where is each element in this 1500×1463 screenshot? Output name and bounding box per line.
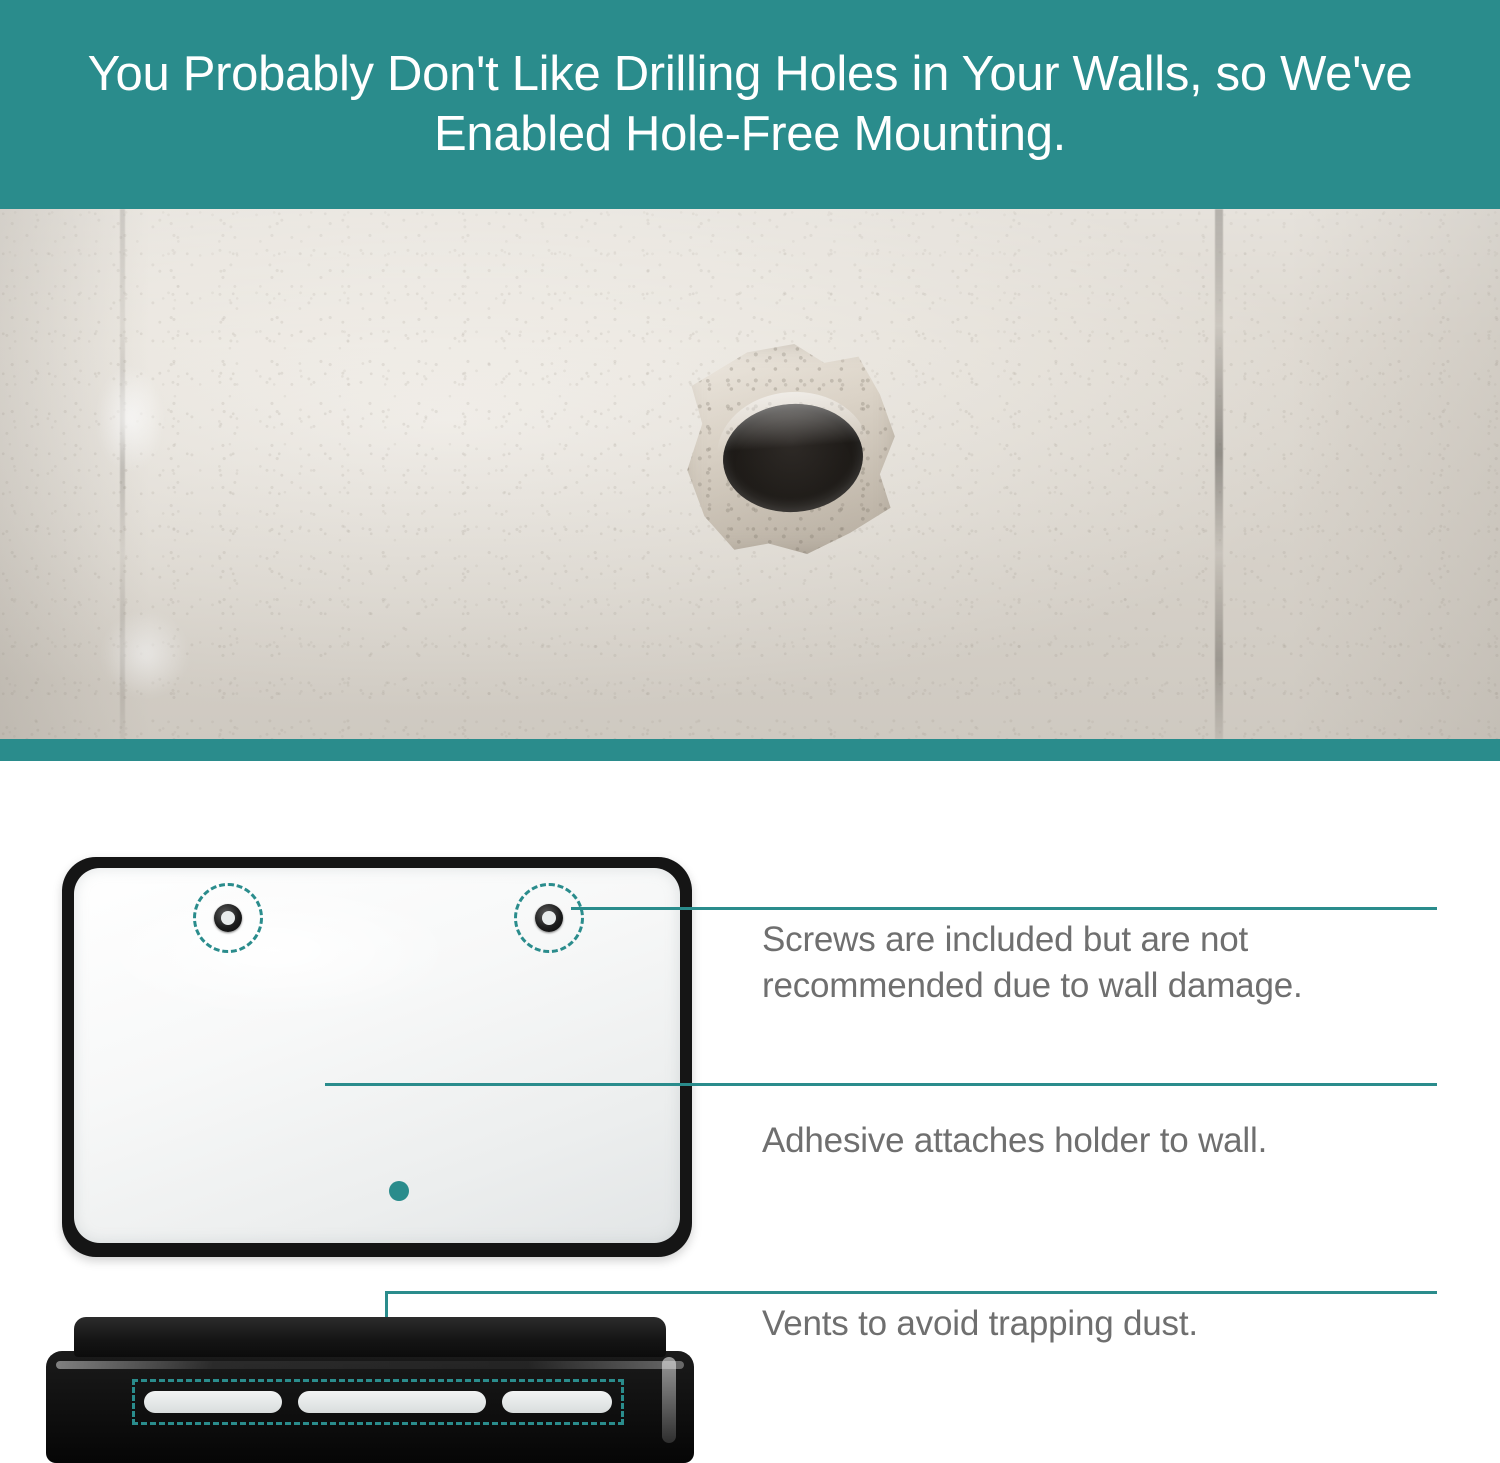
- holder-gloss: [92, 883, 456, 1018]
- callout-vents: Vents to avoid trapping dust.: [762, 1304, 1198, 1343]
- wall-photo: [0, 209, 1500, 739]
- adhesive-point-marker: [389, 1181, 409, 1201]
- leader-line-screws: [571, 907, 1437, 910]
- banner-headline: You Probably Don't Like Drilling Holes in Your Walls, so We've Enabled Hole-Free Mounting.: [87, 46, 1413, 161]
- screw-highlight-right: [514, 883, 584, 953]
- section-divider: [0, 739, 1500, 761]
- leader-line-adhesive: [325, 1083, 1437, 1086]
- holder-top-edge: [74, 1317, 666, 1357]
- holder-face: [74, 868, 680, 1243]
- wall-vignette: [0, 209, 1500, 739]
- header-banner: [0, 0, 1500, 209]
- feature-diagram-panel: [0, 761, 1500, 1463]
- holder-side-highlight: [662, 1357, 676, 1443]
- vent-highlight-box: [132, 1379, 624, 1425]
- holder-edge-highlight: [56, 1361, 684, 1369]
- callout-screws: Screws are included but are not recommended due to wall damage.: [762, 920, 1303, 1006]
- holder-front-view: [62, 857, 692, 1257]
- screw-highlight-left: [193, 883, 263, 953]
- holder-bottom-view: [46, 1317, 694, 1463]
- leader-line-vents-horizontal: [385, 1291, 1437, 1294]
- callout-adhesive: Adhesive attaches holder to wall.: [762, 1121, 1268, 1160]
